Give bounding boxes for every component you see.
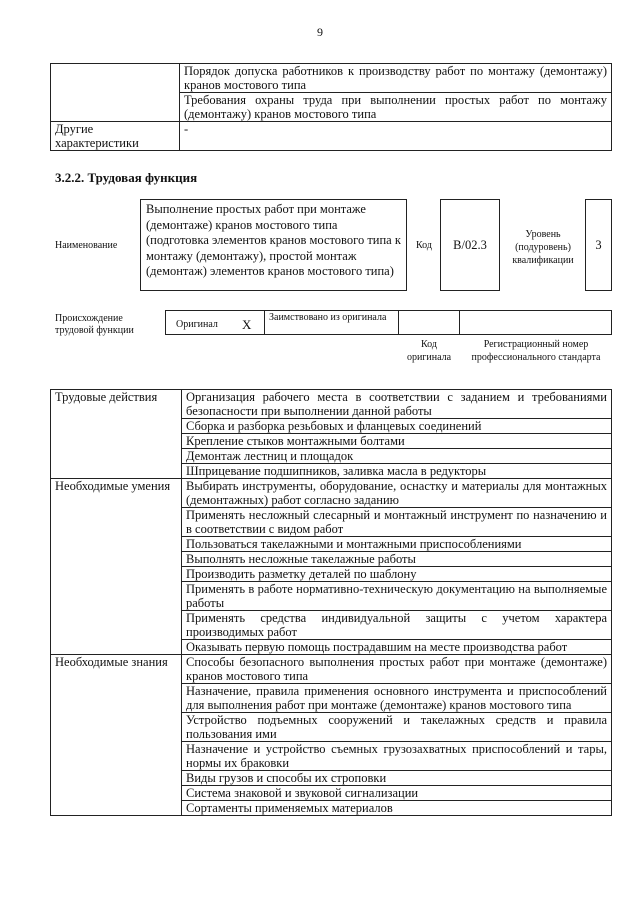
original-mark: X: [242, 317, 252, 332]
row-label: Другие характеристики: [51, 122, 180, 151]
table-row: [51, 64, 612, 93]
name-label: Наименование: [55, 240, 118, 251]
list-item: Шприцевание подшипников, заливка масла в редукторы: [182, 464, 612, 479]
original-label: Оригинал: [176, 319, 218, 330]
code-original-caption: Код оригинала: [406, 339, 452, 363]
list-item: Применять несложный слесарный и монтажный инструмент по назначению и в соответствии с видом работ: [182, 508, 612, 537]
list-item: Производить разметку деталей по шаблону: [182, 567, 612, 582]
table-row: [51, 655, 612, 684]
original-cell: [165, 310, 265, 335]
list-item: Выбирать инструменты, оборудование, оснастку и материалы для монтажных (демонтажных) работ согласно заданию: [182, 479, 612, 508]
list-item: -: [180, 122, 612, 151]
origin-label: Происхождение трудовой функции: [55, 313, 134, 336]
reg-number-caption: Регистрационный номер профессионального стандарта: [471, 339, 601, 363]
table-row: [51, 390, 612, 419]
list-item: Порядок допуска работников к производству работ по монтажу (демонтажу) кранов мостового типа: [180, 64, 612, 93]
list-item: Требования охраны труда при выполнении простых работ по монтажу (демонтажу) кранов мостового типа: [180, 93, 612, 122]
list-item: Применять в работе нормативно-техническую документацию на выполняемые работы: [182, 582, 612, 611]
labor-function-table: [50, 389, 612, 816]
section-label: Необходимые умения: [51, 479, 182, 655]
list-item: Способы безопасного выполнения простых работ при монтаже (демонтаже) кранов мостового типа: [182, 655, 612, 684]
page-number: 9: [317, 25, 323, 39]
list-item: Устройство подъемных сооружений и такелажных средств и правила пользования ими: [182, 713, 612, 742]
list-item: Сборка и разборка резьбовых и фланцевых соединений: [182, 419, 612, 434]
list-item: Крепление стыков монтажными болтами: [182, 434, 612, 449]
list-item: Назначение, правила применения основного инструмента и приспособлений для выполнения работ при монтаже (демонтаже) кранов мостового типа: [182, 684, 612, 713]
row-label: [51, 64, 180, 122]
top-characteristics-table: [50, 63, 612, 151]
list-item: Организация рабочего места в соответствии с заданием и требованиями безопасности при выполнении данной работы: [182, 390, 612, 419]
code-label: Код: [416, 240, 432, 251]
list-item: Применять средства индивидуальной защиты с учетом характера производимых работ: [182, 611, 612, 640]
function-code-box: В/02.3: [440, 199, 500, 291]
function-name-box: Выполнение простых работ при монтаже (демонтаже) кранов мостового типа (подготовка элементов кранов мостового типа к монтажу (демонтажу), простой монтаж (демонтаж) элементов кранов мостового типа): [140, 199, 407, 291]
list-item: Система знаковой и звуковой сигнализации: [182, 786, 612, 801]
section-label: Необходимые знания: [51, 655, 182, 816]
list-item: Пользоваться такелажными и монтажными приспособлениями: [182, 537, 612, 552]
list-item: Сортаменты применяемых материалов: [182, 801, 612, 816]
section-title: 3.2.2. Трудовая функция: [55, 170, 198, 185]
level-label: Уровень (подуровень) квалификации: [512, 229, 574, 266]
reg-number-cell: [459, 310, 612, 335]
table-row: [51, 122, 612, 151]
list-item: Назначение и устройство съемных грузозахватных приспособлений и тары, нормы их браковки: [182, 742, 612, 771]
list-item: Виды грузов и способы их строповки: [182, 771, 612, 786]
table-row: [51, 479, 612, 508]
list-item: Демонтаж лестниц и площадок: [182, 449, 612, 464]
list-item: Выполнять несложные такелажные работы: [182, 552, 612, 567]
list-item: Оказывать первую помощь пострадавшим на месте производства работ: [182, 640, 612, 655]
level-box: 3: [585, 199, 612, 291]
section-label: Трудовые действия: [51, 390, 182, 479]
borrowed-cell: Заимствовано из оригинала: [264, 310, 399, 335]
code-original-cell: [398, 310, 460, 335]
